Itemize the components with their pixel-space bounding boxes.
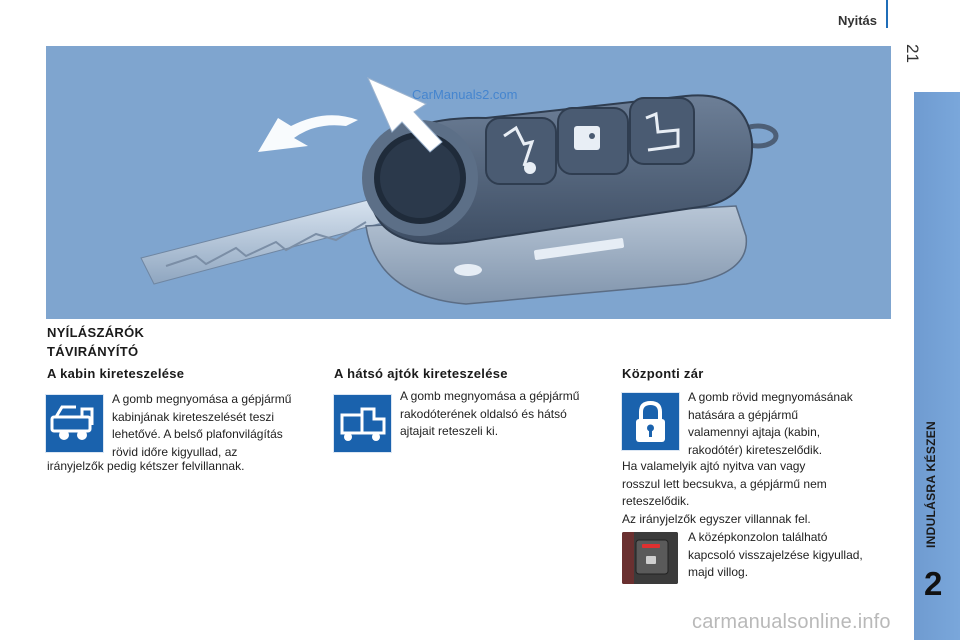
watermark-bottom: carmanualsonline.info — [692, 611, 891, 633]
central-text-line: reteszelődik. — [622, 494, 690, 508]
rear-text-line: rakodóterének oldalsó és hátsó — [400, 406, 567, 421]
header-divider — [886, 0, 888, 28]
central-text-line: valamennyi ajtaja (kabin, — [688, 425, 821, 439]
central-lock-para4 — [688, 529, 863, 582]
central-text-line: Ha valamelyik ajtó nyitva van vagy — [622, 459, 806, 473]
section-title — [47, 323, 144, 361]
central-text-line: rosszul lett becsukva, a gépjármű nem — [622, 476, 827, 491]
watermark-top: CarManuals2.com — [412, 87, 518, 102]
cab-text-line: rövid időre kigyullad, az — [112, 444, 238, 459]
cab-unlock-text-full: irányjelzők pedig kétszer felvillannak. — [47, 459, 245, 473]
lock-icon — [621, 392, 680, 451]
console-switch-photo — [622, 532, 678, 584]
cab-unlock-icon — [45, 394, 104, 453]
central-text-line: majd villog. — [688, 565, 749, 579]
cab-text-line: A gomb megnyomása a gépjármű — [112, 392, 292, 406]
central-lock-para3: Az irányjelzők egyszer villannak fel. — [622, 512, 811, 526]
cab-unlock-text — [112, 391, 291, 461]
section-title-line2: TÁVIRÁNYÍTÓ — [47, 344, 139, 359]
central-text-line: A középkonzolon található — [688, 530, 828, 544]
chapter-side-tab — [914, 92, 960, 640]
central-text-line: rakodótér) kireteszelődik. — [688, 442, 823, 457]
rear-doors-heading: A hátsó ajtók kireteszelése — [334, 366, 508, 381]
central-lock-para2 — [622, 458, 827, 511]
page-header-title: Nyitás — [838, 13, 878, 28]
central-text-line: hatására a gépjármű — [688, 407, 799, 422]
rear-text-line: A gomb megnyomása a gépjármű — [400, 389, 580, 403]
section-title-line1: NYÍLÁSZÁRÓK — [47, 325, 145, 340]
central-text-line: kapcsoló visszajelzése kigyullad, — [688, 547, 863, 562]
cab-unlock-heading: A kabin kireteszelése — [47, 366, 185, 381]
rear-doors-icon — [333, 394, 392, 453]
cab-text-line: kabinjának kireteszelését teszi — [112, 409, 275, 424]
rear-text-line: ajtajait reteszeli ki. — [400, 424, 499, 438]
rear-doors-text — [400, 388, 579, 441]
central-lock-text — [688, 389, 853, 459]
central-lock-heading: Központi zár — [622, 366, 704, 381]
chapter-number: 2 — [924, 565, 943, 602]
page-number: 21 — [903, 44, 922, 63]
chapter-label: INDULÁSRA KÉSZEN — [924, 420, 938, 548]
central-text-line: A gomb rövid megnyomásának — [688, 390, 853, 404]
cab-text-line: lehetővé. A belső plafonvilágítás — [112, 427, 283, 441]
